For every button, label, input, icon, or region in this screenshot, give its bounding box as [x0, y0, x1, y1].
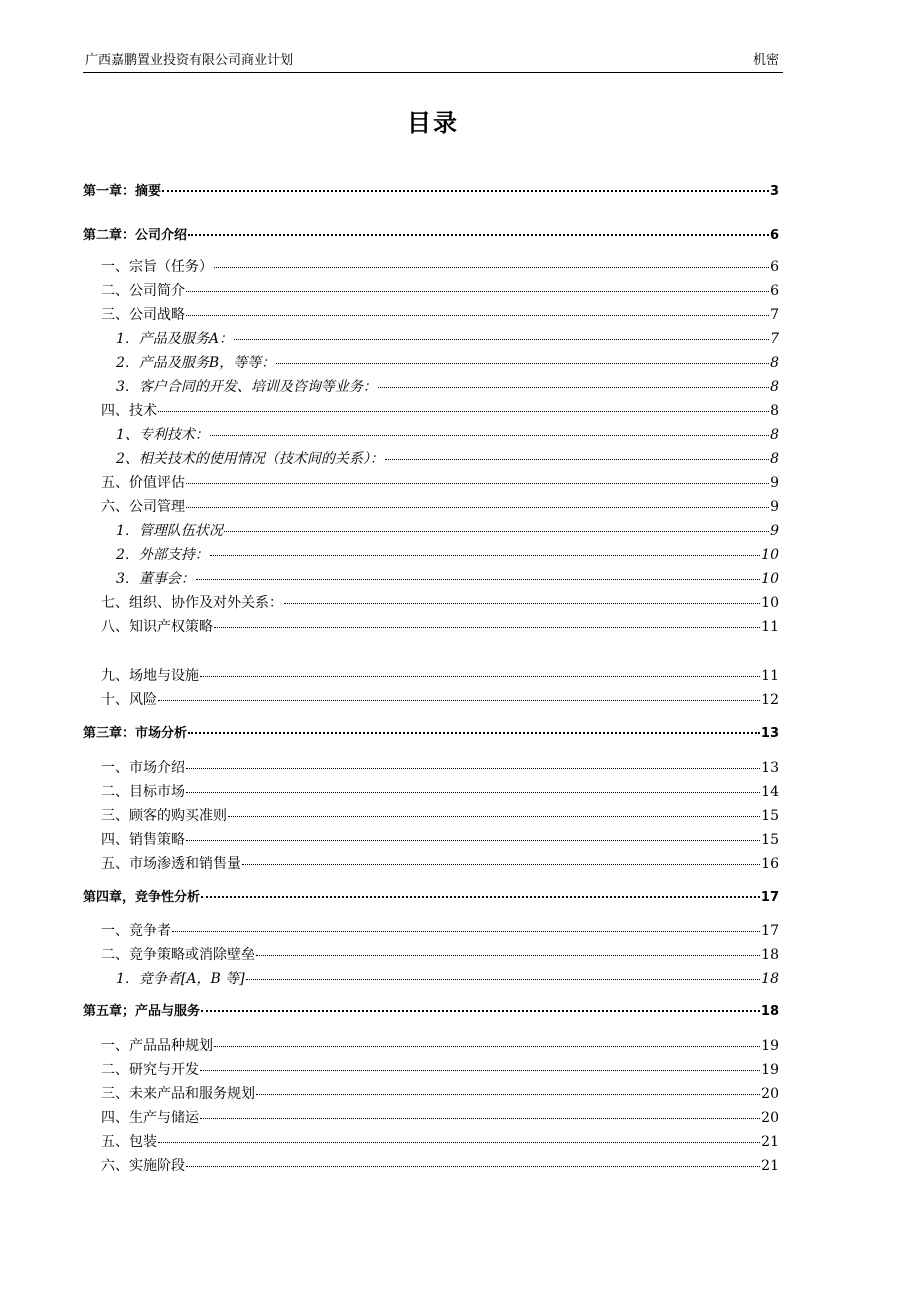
toc-entry-label: 一、产品品种规划 — [101, 1038, 213, 1054]
toc-entry-label: 十、风险 — [101, 692, 157, 708]
toc-entry[interactable] — [83, 1059, 779, 1081]
toc-entry-page: 19 — [761, 1038, 779, 1054]
toc-entry-page: 15 — [761, 832, 779, 848]
toc-entry-label: 二、公司简介 — [101, 283, 185, 299]
toc-leader-dots — [276, 363, 769, 364]
toc-leader-dots — [378, 387, 769, 388]
toc-leader-dots — [186, 792, 760, 793]
toc-leader-dots — [186, 840, 760, 841]
toc-entry-label: 第三章：市场分析 — [83, 726, 188, 741]
toc-entry[interactable] — [83, 424, 779, 446]
toc-entry-page: 6 — [770, 283, 779, 299]
toc-entry-page: 8 — [770, 403, 779, 419]
toc-entry-page: 20 — [761, 1110, 779, 1126]
toc-leader-dots — [242, 864, 760, 865]
toc-entry-page: 21 — [761, 1134, 779, 1150]
toc-leader-dots — [234, 339, 769, 340]
toc-entry[interactable] — [83, 376, 779, 398]
toc-entry-page: 8 — [770, 379, 779, 395]
toc-entry-page: 13 — [761, 760, 779, 776]
toc-leader-dots — [186, 768, 760, 769]
toc-entry-label: 七、组织、协作及对外关系： — [101, 595, 283, 611]
toc-entry-page: 13 — [760, 726, 779, 741]
toc-entry[interactable] — [83, 280, 779, 302]
toc-entry[interactable] — [83, 1035, 779, 1057]
toc-leader-dots — [158, 411, 769, 412]
toc-entry-page: 17 — [760, 890, 779, 905]
toc-entry[interactable] — [83, 968, 779, 990]
toc-entry-label: 3．董事会： — [116, 571, 195, 587]
header-company-plan: 广西嘉鹏置业投资有限公司商业计划 — [85, 53, 294, 68]
toc-leader-dots — [188, 732, 760, 734]
toc-entry-label: 九、场地与设施 — [101, 668, 199, 684]
toc-entry-label: 一、竞争者 — [101, 923, 171, 939]
toc-entry[interactable] — [83, 944, 779, 966]
toc-entry[interactable] — [83, 920, 779, 942]
toc-entry[interactable] — [83, 520, 779, 542]
toc-leader-dots — [214, 627, 760, 628]
toc-entry-label: 一、市场介绍 — [101, 760, 185, 776]
toc-leader-dots — [200, 676, 760, 677]
toc-leader-dots — [201, 896, 760, 898]
toc-entry-page: 11 — [761, 619, 779, 635]
toc-leader-dots — [214, 1046, 760, 1047]
toc-entry-page: 6 — [769, 228, 779, 243]
toc-entry[interactable] — [83, 448, 779, 470]
toc-entry[interactable] — [83, 568, 779, 590]
toc-leader-dots — [158, 1142, 760, 1143]
toc-leader-dots — [201, 1010, 760, 1012]
toc-leader-dots — [188, 234, 769, 236]
toc-entry-label: 1．管理队伍状况 — [116, 523, 223, 539]
toc-entry[interactable] — [83, 1131, 779, 1153]
toc-entry-page: 11 — [761, 668, 779, 684]
toc-entry-page: 9 — [770, 499, 779, 515]
toc-entry-page: 10 — [761, 595, 779, 611]
toc-entry-page: 10 — [761, 547, 779, 563]
toc-entry[interactable] — [83, 1083, 779, 1105]
page-title: 目录 — [407, 109, 459, 137]
toc-entry-label: 2、相关技术的使用情况（技术间的关系）： — [116, 451, 384, 467]
toc-entry-label: 六、公司管理 — [101, 499, 185, 515]
toc-entry-label: 二、竞争策略或消除壁垒 — [101, 947, 255, 963]
toc-entry-page: 8 — [770, 355, 779, 371]
toc-leader-dots — [246, 979, 760, 980]
toc-entry-label: 三、公司战略 — [101, 307, 185, 323]
toc-entry-label: 二、目标市场 — [101, 784, 185, 800]
toc-entry[interactable] — [83, 1155, 779, 1177]
toc-leader-dots — [196, 579, 760, 580]
toc-leader-dots — [200, 1118, 760, 1119]
toc-entry[interactable] — [83, 225, 779, 247]
toc-entry-page: 9 — [770, 475, 779, 491]
toc-leader-dots — [256, 1094, 760, 1095]
toc-entry-label: 五、市场渗透和销售量 — [101, 856, 241, 872]
toc-leader-dots — [224, 531, 769, 532]
toc-leader-dots — [200, 1070, 760, 1071]
toc-leader-dots — [186, 291, 769, 292]
toc-leader-dots — [186, 483, 769, 484]
toc-leader-dots — [186, 507, 769, 508]
toc-leader-dots — [186, 315, 769, 316]
toc-entry[interactable] — [83, 829, 779, 851]
toc-entry-label: 第四章，竞争性分析 — [83, 890, 201, 905]
toc-entry-label: 第二章：公司介绍 — [83, 228, 188, 243]
toc-entry-label: 第一章：摘要 — [83, 184, 162, 199]
toc-entry[interactable] — [83, 496, 779, 518]
toc-entry-page: 12 — [761, 692, 779, 708]
toc-entry-page: 14 — [761, 784, 779, 800]
toc-entry-label: 2．产品及服务B，等等： — [116, 355, 276, 371]
toc-leader-dots — [256, 955, 760, 956]
toc-entry[interactable] — [83, 352, 779, 374]
toc-leader-dots — [162, 190, 769, 192]
toc-entry-label: 二、研究与开发 — [101, 1062, 199, 1078]
toc-entry[interactable] — [83, 1107, 779, 1129]
toc-entry[interactable] — [83, 887, 779, 909]
toc-entry[interactable] — [83, 472, 779, 494]
toc-entry-page: 10 — [761, 571, 779, 587]
toc-entry-page: 18 — [760, 1004, 779, 1019]
toc-entry[interactable] — [83, 723, 779, 745]
toc-entry[interactable] — [83, 304, 779, 326]
toc-entry-page: 19 — [761, 1062, 779, 1078]
toc-entry-page: 21 — [761, 1158, 779, 1174]
toc-entry-label: 3．客户合同的开发、培训及咨询等业务： — [116, 379, 377, 395]
toc-entry[interactable] — [83, 757, 779, 779]
toc-entry-label: 三、未来产品和服务规划 — [101, 1086, 255, 1102]
toc-entry[interactable] — [83, 256, 779, 278]
toc-entry-page: 6 — [770, 259, 779, 275]
toc-entry-label: 五、包装 — [101, 1134, 157, 1150]
toc-leader-dots — [385, 459, 769, 460]
toc-entry[interactable] — [83, 781, 779, 803]
toc-entry-page: 7 — [770, 307, 779, 323]
header-confidential: 机密 — [752, 53, 779, 68]
toc-entry-label: 八、知识产权策略 — [101, 619, 213, 635]
toc-entry[interactable] — [83, 853, 779, 875]
toc-entry-label: 一、宗旨（任务） — [101, 259, 213, 275]
toc-leader-dots — [214, 267, 769, 268]
toc-entry[interactable] — [83, 328, 779, 350]
toc-leader-dots — [284, 603, 760, 604]
toc-entry-page: 3 — [769, 184, 779, 199]
toc-entry-page: 8 — [770, 451, 779, 467]
toc-entry-label: 1．产品及服务A： — [116, 331, 234, 347]
toc-entry[interactable] — [83, 665, 779, 687]
toc-entry-page: 7 — [770, 331, 779, 347]
toc-entry-label: 1．竞争者[A，B 等] — [116, 971, 245, 987]
toc-entry[interactable] — [83, 544, 779, 566]
toc-entry-page: 18 — [761, 947, 779, 963]
toc-entry-label: 2．外部支持： — [116, 547, 209, 563]
toc-entry-page: 17 — [761, 923, 779, 939]
toc-entry-page: 9 — [770, 523, 779, 539]
toc-leader-dots — [172, 931, 760, 932]
toc-entry-label: 第五章；产品与服务 — [83, 1004, 201, 1019]
toc-entry-page: 20 — [761, 1086, 779, 1102]
toc-entry-label: 四、技术 — [101, 403, 157, 419]
toc-entry[interactable] — [83, 1001, 779, 1023]
toc-leader-dots — [186, 1166, 760, 1167]
toc-entry-page: 8 — [770, 427, 779, 443]
toc-entry[interactable] — [83, 592, 779, 614]
toc-entry[interactable] — [83, 616, 779, 638]
toc-leader-dots — [158, 700, 760, 701]
toc-entry-label: 四、销售策略 — [101, 832, 185, 848]
toc-entry[interactable] — [83, 181, 779, 203]
toc-entry-page: 18 — [761, 971, 779, 987]
toc-entry-label: 三、顾客的购买准则 — [101, 808, 227, 824]
toc-entry-page: 16 — [761, 856, 779, 872]
toc-leader-dots — [210, 435, 769, 436]
toc-entry-label: 六、实施阶段 — [101, 1158, 185, 1174]
toc-entry-label: 1、专利技术： — [116, 427, 209, 443]
toc-entry[interactable] — [83, 400, 779, 422]
toc-leader-dots — [228, 816, 760, 817]
toc-leader-dots — [210, 555, 760, 556]
toc-entry-page: 15 — [761, 808, 779, 824]
toc-entry[interactable] — [83, 805, 779, 827]
toc-entry-label: 四、生产与储运 — [101, 1110, 199, 1126]
toc-entry[interactable] — [83, 689, 779, 711]
toc-entry-label: 五、价值评估 — [101, 475, 185, 491]
